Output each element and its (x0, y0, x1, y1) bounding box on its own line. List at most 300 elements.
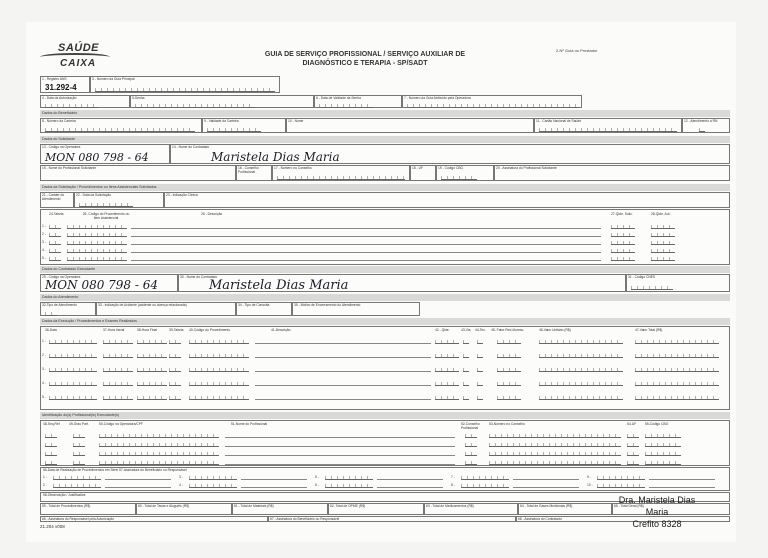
data-autorizacao-label: 4 - Data da Autorização (42, 96, 77, 100)
validade-senha-field[interactable] (314, 95, 402, 108)
total-taxas-label: 60 - Total de Taxas e Aluguéis (R$) (138, 504, 190, 508)
nome-beneficiario-field[interactable] (286, 118, 534, 133)
serie-item-number: 6 - (315, 483, 319, 487)
solic-row-tabela (49, 246, 61, 253)
section-identificacao: Identificação do(s) Profissional(is) Executante(s) (40, 412, 730, 419)
exec-row-number: 5 - (42, 395, 46, 399)
ident-row-nome (225, 437, 455, 438)
solic-row-tabela (49, 230, 61, 237)
nome-contratado-value: Maristela Dias Maria (211, 150, 340, 164)
solicitacao-table (40, 209, 730, 265)
ident-grau-label: 49-Grau Part. (69, 422, 89, 426)
serie-item-date (189, 481, 237, 488)
executante-nome-value: Maristela Dias Maria (209, 278, 349, 293)
exec-row-qtde (435, 379, 459, 386)
ident-row-seq (45, 440, 57, 447)
ident-row-cbo (645, 458, 681, 465)
solic-row-codigo (67, 230, 127, 237)
ident-row-seq (45, 431, 57, 438)
nome-contratado-label: 14 - Nome do Contratado (172, 145, 210, 149)
exec-row-fator (497, 365, 521, 372)
exec-row-valor-unit (539, 351, 623, 358)
solic-row-number: 2 - (42, 232, 46, 236)
solic-row-qtde-solic (611, 238, 635, 245)
serie-item-signature (241, 487, 307, 488)
col-qtde-aut: 28-Qtde. Aut. (651, 212, 671, 216)
assinatura-autorizacao-field[interactable] (40, 516, 268, 522)
numero-conselho-ticks (277, 173, 405, 180)
assinatura-contratado-label: 68 - Assinatura do Contratado (518, 517, 562, 521)
ident-row-numero (489, 449, 621, 456)
total-medicamentos-field[interactable] (424, 503, 518, 515)
nome-beneficiario-label: 10 - Nome (288, 119, 304, 123)
cns-ticks (539, 125, 677, 132)
serie-item-number: 2 - (43, 483, 47, 487)
exec-col-fator: 45- Fator Red./Acresc. (491, 328, 525, 332)
exec-col-qtde: 42 - Qtde. (435, 328, 450, 332)
exec-row-codigo (189, 393, 249, 400)
serie-item-number: 5 - (315, 475, 319, 479)
serie-item-signature (377, 479, 443, 480)
exec-row-number: 2 - (42, 353, 46, 357)
logo-line2: CAIXA (60, 58, 97, 69)
ident-codigo-label: 50-Código na Operadora/CPF (99, 422, 143, 426)
stamp-name: Dra. Maristela Dias Maria (618, 495, 696, 517)
registro-ans-label: 1 - Registro ANS (42, 77, 67, 81)
guia-principal-ticks (95, 85, 275, 92)
carater-field[interactable] (40, 192, 74, 208)
exec-row-number: 4 - (42, 381, 46, 385)
indicacao-acidente-field[interactable] (96, 302, 236, 316)
exec-row-fator (497, 379, 521, 386)
exec-row-via (463, 351, 469, 358)
ident-uf-label: 54-UF (627, 422, 637, 426)
exec-row-valor-unit (539, 365, 623, 372)
guia-atribuido-label: 7 - Número da Guia Atribuído pela Operadora (404, 96, 471, 100)
section-contratado-executante: Dados do Contratado Executante (40, 266, 730, 273)
realizacao-label: 56-Data de Realização de Procedimentos em Série 57-Assinatura do Beneficiário ou Responsável (43, 468, 187, 472)
atendimento-rn-label: 12 - Atendimento a RN (684, 119, 718, 123)
exec-col-via: 43-Via (461, 328, 471, 332)
exec-row-codigo (189, 365, 249, 372)
solic-row-codigo (67, 254, 127, 261)
encerramento-field[interactable] (292, 302, 420, 316)
exec-row-valor-unit (539, 393, 623, 400)
exec-row-number: 3 - (42, 367, 46, 371)
assinatura-beneficiario-label: 67 - Assinatura do Beneficiário ou Responsável (270, 517, 340, 521)
exec-row-valor-total (635, 337, 719, 344)
ident-row-conselho (465, 431, 477, 438)
conselho-label: 16 - Conselho Profissional (238, 166, 259, 174)
serie-item-signature (649, 479, 715, 480)
exec-row-hora-final (137, 351, 167, 358)
cnes-field[interactable] (626, 274, 730, 292)
ident-row-cbo (645, 431, 681, 438)
serie-item-signature (105, 487, 171, 488)
validade-senha-ticks (319, 101, 373, 108)
data-solicitacao-ticks (79, 200, 133, 207)
total-procedimentos-field[interactable] (40, 503, 136, 515)
exec-row-via (463, 393, 469, 400)
exec-col-valor-total: 47-Valor Total (R$) (635, 328, 663, 332)
cns-field[interactable] (534, 118, 682, 133)
exec-row-number: 1 - (42, 339, 46, 343)
serie-item-signature (649, 487, 715, 488)
solicitante-codigo-value: MON 080 798 - 64 (45, 151, 149, 164)
col-tabela: 24-Tabela (49, 212, 64, 216)
ident-conselho-label: 52-Conselho Profissional (461, 422, 480, 430)
exec-col-data: 36-Data (45, 328, 57, 332)
section-atendimento: Dados do Atendimento (40, 294, 730, 301)
exec-row-qtde (435, 393, 459, 400)
exec-row-data (49, 337, 97, 344)
total-materiais-label: 61 - Total de Materiais (R$) (234, 504, 274, 508)
stamp-registration: Crefito 8328 (632, 519, 682, 529)
carater-label: 21 - Caráter do Atendimento (42, 193, 65, 201)
serie-item-date (597, 481, 645, 488)
total-gases-label: 64 - Total de Gases Medicinais (R$) (520, 504, 573, 508)
tipo-consulta-label: 34 - Tipo de Consulta (238, 303, 270, 307)
exec-row-fator (497, 393, 521, 400)
exec-row-data (49, 351, 97, 358)
serie-item-number: 4 - (179, 483, 183, 487)
ident-row-numero (489, 431, 621, 438)
exec-row-hora-final (137, 365, 167, 372)
exec-row-tabela (169, 351, 181, 358)
cnes-label: 31 - Código CNES (628, 275, 656, 279)
total-geral-label: 65 - Total Geral (R$) (614, 504, 644, 508)
exec-row-hora-final (137, 379, 167, 386)
exec-row-fator (497, 351, 521, 358)
solic-row-qtde-solic (611, 222, 635, 229)
assinatura-solicitante-field[interactable] (494, 165, 730, 181)
solic-row-descricao (131, 252, 601, 253)
professional-stamp (612, 494, 702, 530)
ident-row-grau (73, 431, 85, 438)
solic-row-tabela (49, 222, 61, 229)
cns-label: 11 - Cartão Nacional de Saúde (536, 119, 582, 123)
cbo-ticks (441, 173, 477, 180)
exec-row-tec (477, 365, 483, 372)
senha-ticks (135, 101, 255, 108)
identificacao-table (40, 420, 730, 466)
solicitante-codigo-label: 13 - Código na Operadora (42, 145, 81, 149)
ident-row-codigo (99, 440, 219, 447)
serie-item-number: 1 - (43, 475, 47, 479)
serie-item-number: 7 - (451, 475, 455, 479)
solic-row-qtde-aut (651, 230, 675, 237)
solic-row-number: 3 - (42, 240, 46, 244)
conselho-field[interactable] (236, 165, 272, 181)
solic-row-qtde-aut (651, 246, 675, 253)
senha-field[interactable] (130, 95, 314, 108)
assinatura-autorizacao-label: 66 - Assinatura do Responsável pela Autorização (42, 517, 114, 521)
exec-row-hora-inicial (103, 365, 133, 372)
data-solicitacao-field[interactable] (74, 192, 164, 208)
carteira-ticks (45, 125, 195, 132)
exec-row-tec (477, 337, 483, 344)
exec-col-codigo: 40-Código do Procedimento (189, 328, 231, 332)
guia-atribuido-field[interactable] (402, 95, 582, 108)
exec-col-hora-inicial: 37-Hora Inicial (103, 328, 125, 332)
exec-row-data (49, 393, 97, 400)
exec-row-hora-final (137, 393, 167, 400)
registro-ans-field[interactable] (40, 76, 90, 93)
exec-row-valor-total (635, 365, 719, 372)
atendimento-rn-field[interactable] (682, 118, 730, 133)
total-opme-field[interactable] (328, 503, 424, 515)
data-solicitacao-label: 22 - Data da Solicitação (76, 193, 112, 197)
validade-senha-label: 6 - Data de Validade da Senha (316, 96, 361, 100)
cnes-ticks (631, 283, 673, 290)
serie-item-date (325, 481, 373, 488)
solic-row-descricao (131, 244, 601, 245)
exec-row-via (463, 337, 469, 344)
validade-carteira-label: 9 - Validade da Carteira (204, 119, 239, 123)
serie-item-signature (513, 487, 579, 488)
ident-row-nome (225, 446, 455, 447)
exec-row-tabela (169, 337, 181, 344)
ident-nome-label: 51-Nome do Profissional (231, 422, 268, 426)
solic-row-qtde-aut (651, 254, 675, 261)
executante-codigo-value: MON 080 798 - 64 (45, 278, 159, 292)
exec-col-tec: 44-Tec. (475, 328, 486, 332)
solic-row-number: 4 - (42, 248, 46, 252)
exec-row-hora-inicial (103, 351, 133, 358)
ident-row-cbo (645, 449, 681, 456)
exec-row-qtde (435, 351, 459, 358)
profissional-solicitante-label: 15 - Nome do Profissional Solicitante (42, 166, 97, 170)
uf-label: 18 - UF (412, 166, 423, 170)
numero-conselho-field[interactable] (272, 165, 410, 181)
solicitante-codigo-field[interactable] (40, 144, 170, 164)
data-autorizacao-field[interactable] (40, 95, 130, 108)
exec-row-tec (477, 379, 483, 386)
profissional-solicitante-field[interactable] (40, 165, 236, 181)
solic-row-codigo (67, 238, 127, 245)
executante-nome-label: 30 - Nome do Contratado (180, 275, 218, 279)
encerramento-label: 35 - Motivo de Encerramento do Atendimento (294, 303, 361, 307)
form-title (200, 50, 530, 68)
solic-row-descricao (131, 236, 601, 237)
ident-row-uf (627, 431, 639, 438)
senha-label: 5-Senha (132, 96, 145, 100)
exec-row-tec (477, 351, 483, 358)
exec-row-codigo (189, 351, 249, 358)
serie-item-date (53, 473, 101, 480)
title-line2: DIAGNÓSTICO E TERAPIA - SP/SADT (302, 60, 428, 67)
solic-row-descricao (131, 260, 601, 261)
ident-row-conselho (465, 440, 477, 447)
tipo-atendimento-field[interactable] (40, 302, 96, 316)
exec-row-valor-total (635, 351, 719, 358)
tipo-atendimento-label: 32-Tipo de Atendimento (42, 303, 77, 307)
assinatura-solicitante-label: 20 - Assinatura do Profissional Solicitante (496, 166, 557, 170)
section-beneficiario: Dados do Beneficiário (40, 110, 730, 117)
section-execucao: Dados da Execução / Procedimentos e Exames Realizados (40, 318, 730, 325)
total-procedimentos-label: 59 - Total de Procedimentos (R$) (42, 504, 91, 508)
exec-row-tabela (169, 379, 181, 386)
exec-row-descricao (255, 357, 431, 358)
section-solicitante: Dados do Solicitante (40, 136, 730, 143)
tipo-atendimento-ticks (45, 309, 57, 316)
indicacao-acidente-label: 33 - Indicação de Acidente (acidente ou doença relacionada) (98, 303, 187, 307)
ident-row-grau (73, 440, 85, 447)
exec-col-descricao: 41-Descrição (271, 328, 291, 332)
ident-row-nome (225, 464, 455, 465)
guia-prestador-label: 2-Nº Guia no Prestador (556, 48, 598, 53)
ident-row-seq (45, 449, 57, 456)
exec-row-via (463, 365, 469, 372)
exec-row-descricao (255, 343, 431, 344)
exec-row-hora-final (137, 337, 167, 344)
assinatura-beneficiario-field[interactable] (268, 516, 516, 522)
atendimento-rn-ticks (699, 125, 705, 132)
serie-item-date (53, 481, 101, 488)
total-gases-field[interactable] (518, 503, 612, 515)
ident-row-uf (627, 440, 639, 447)
col-codigo: 25- Código do Procedimento ou Item Assistencial (82, 212, 130, 220)
ident-row-cbo (645, 440, 681, 447)
guia-atribuido-ticks (407, 101, 579, 108)
ident-cbo-label: 55-Código CBO (645, 422, 669, 426)
col-qtde-solic: 27-Qtde. Solic. (611, 212, 633, 216)
cbo-field[interactable] (436, 165, 494, 181)
ident-row-uf (627, 458, 639, 465)
exec-row-descricao (255, 371, 431, 372)
exec-row-tabela (169, 393, 181, 400)
solic-row-number: 5 - (42, 256, 46, 260)
carteira-label: 8 - Número da Carteira (42, 119, 76, 123)
exec-row-valor-total (635, 393, 719, 400)
cbo-label: 19 - Código CBO (438, 166, 464, 170)
solic-row-number: 1 - (42, 224, 46, 228)
serie-item-signature (513, 479, 579, 480)
exec-col-hora-final: 38-Hora Final (137, 328, 157, 332)
solic-row-qtde-aut (651, 222, 675, 229)
serie-item-date (597, 473, 645, 480)
exec-row-descricao (255, 399, 431, 400)
exec-row-fator (497, 337, 521, 344)
col-descricao: 26 - Descrição (201, 212, 223, 216)
serie-item-number: 9 - (587, 475, 591, 479)
solic-row-tabela (49, 238, 61, 245)
solic-row-qtde-solic (611, 246, 635, 253)
total-materiais-field[interactable] (232, 503, 328, 515)
ident-numero-label: 53-Número no Conselho (489, 422, 525, 426)
solic-row-descricao (131, 228, 601, 229)
exec-row-codigo (189, 379, 249, 386)
exec-row-hora-inicial (103, 393, 133, 400)
ident-row-grau (73, 458, 85, 465)
serie-item-date (189, 473, 237, 480)
exec-row-valor-unit (539, 379, 623, 386)
numero-conselho-label: 17 - Número no Conselho (274, 166, 312, 170)
registro-ans-value: 31.292-4 (45, 83, 77, 92)
serie-item-signature (241, 479, 307, 480)
ident-row-uf (627, 449, 639, 456)
indicacao-clinica-field[interactable] (164, 192, 730, 208)
uf-field[interactable] (410, 165, 436, 181)
title-line1: GUIA DE SERVIÇO PROFISSIONAL / SERVIÇO AUXILIAR DE (264, 51, 466, 58)
exec-col-tabela: 39-Tabela (169, 328, 184, 332)
nome-contratado-field[interactable] (170, 144, 730, 164)
saude-caixa-logo (40, 40, 110, 74)
solic-row-codigo (67, 222, 127, 229)
guia-principal-field[interactable] (90, 76, 280, 93)
solic-row-qtde-aut (651, 238, 675, 245)
execucao-table (40, 326, 730, 410)
validade-carteira-field[interactable] (202, 118, 286, 133)
total-medicamentos-label: 63 - Total de Medicamentos (R$) (426, 504, 474, 508)
solic-row-tabela (49, 254, 61, 261)
exec-col-valor-unit: 46-Valor Unitário (R$) (539, 328, 571, 332)
ident-row-numero (489, 458, 621, 465)
ident-row-conselho (465, 458, 477, 465)
exec-row-via (463, 379, 469, 386)
ident-row-codigo (99, 458, 219, 465)
ident-row-nome (225, 455, 455, 456)
ident-row-seq (45, 458, 57, 465)
realizacao-serie-field[interactable] (40, 467, 730, 491)
indicacao-clinica-label: 23 - Indicação Clínica (166, 193, 198, 197)
logo-line1: SAÚDE (58, 42, 100, 54)
executante-codigo-label: 29 - Código na Operadora (42, 275, 81, 279)
ident-row-numero (489, 440, 621, 447)
exec-row-valor-unit (539, 337, 623, 344)
solic-row-qtde-solic (611, 230, 635, 237)
exec-row-tabela (169, 365, 181, 372)
section-solicitacao: Dados da Solicitação / Procedimentos ou Itens Assistenciais Solicitados (40, 184, 730, 191)
exec-row-tec (477, 393, 483, 400)
exec-row-hora-inicial (103, 337, 133, 344)
form-version: 21.204 v008 (40, 524, 65, 529)
executante-codigo-field[interactable] (40, 274, 178, 292)
exec-row-qtde (435, 337, 459, 344)
carteira-field[interactable] (40, 118, 202, 133)
exec-row-codigo (189, 337, 249, 344)
solic-row-qtde-solic (611, 254, 635, 261)
tipo-consulta-field[interactable] (236, 302, 292, 316)
total-opme-label: 62- Total de OPME (R$) (330, 504, 366, 508)
exec-row-hora-inicial (103, 379, 133, 386)
ident-row-conselho (465, 449, 477, 456)
exec-row-valor-total (635, 379, 719, 386)
total-taxas-field[interactable] (136, 503, 232, 515)
serie-item-date (325, 473, 373, 480)
exec-row-descricao (255, 385, 431, 386)
executante-nome-field[interactable] (178, 274, 626, 292)
validade-carteira-ticks (207, 125, 261, 132)
serie-item-date (461, 473, 509, 480)
serie-item-signature (377, 487, 443, 488)
serie-item-number: 8 - (451, 483, 455, 487)
serie-item-signature (105, 479, 171, 480)
ident-seq-label: 48-Seq.Ref (43, 422, 60, 426)
guia-principal-label: 3 - Número da Guia Principal (92, 77, 135, 81)
ident-row-grau (73, 449, 85, 456)
serie-item-date (461, 481, 509, 488)
serie-item-number: 10 - (587, 483, 593, 487)
exec-row-qtde (435, 365, 459, 372)
serie-item-number: 3 - (179, 475, 183, 479)
exec-row-data (49, 365, 97, 372)
ident-row-codigo (99, 431, 219, 438)
exec-row-data (49, 379, 97, 386)
observacao-label: 58-Observação / Justificativa (43, 493, 86, 497)
ident-row-codigo (99, 449, 219, 456)
solic-row-codigo (67, 246, 127, 253)
